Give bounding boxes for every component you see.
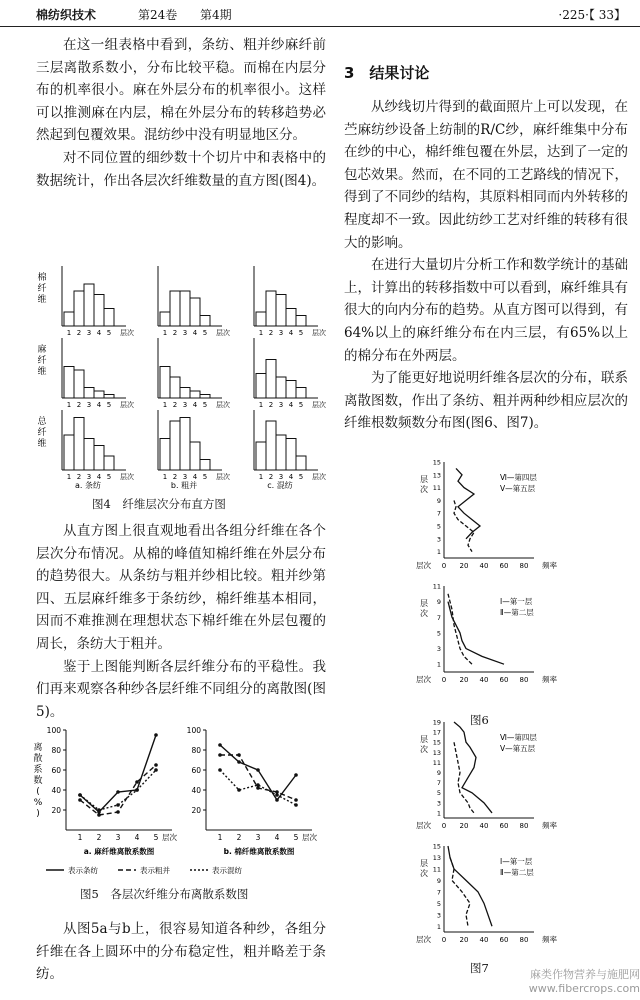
tick-label: 4 xyxy=(96,329,102,337)
y-tick-label: 15 xyxy=(432,738,441,747)
figure-5-dispersion xyxy=(30,722,330,882)
tick-label: 3 xyxy=(278,401,284,409)
legend-label: 表示条纺 xyxy=(68,866,98,875)
y-axis-label: ( xyxy=(36,787,40,797)
histogram-bar xyxy=(286,309,296,327)
legend-label: Ⅵ—第四层 xyxy=(500,733,537,742)
histogram-bar xyxy=(64,435,74,470)
data-point xyxy=(218,768,222,772)
histogram-bar xyxy=(256,312,266,326)
tick-label: 1 xyxy=(258,329,264,337)
tick-label: 2 xyxy=(76,473,82,481)
histogram-bar xyxy=(94,446,104,471)
tick-label: 5 xyxy=(298,329,304,337)
x-tick-label: 2 xyxy=(96,833,102,842)
tick-label: 4 xyxy=(96,401,102,409)
right-text xyxy=(344,96,628,435)
y-tick-label: 11 xyxy=(432,865,441,874)
data-point xyxy=(154,733,158,737)
x-tick-label: 20 xyxy=(459,676,469,684)
histogram-bar xyxy=(74,370,84,398)
x-tick-label: 2 xyxy=(236,833,242,842)
y-tick-label: 7 xyxy=(436,888,441,897)
y-tick-label: 15 xyxy=(432,458,441,467)
tick-label: 3 xyxy=(278,473,284,481)
tick-label: 1 xyxy=(66,329,72,337)
histogram-bar xyxy=(296,388,306,399)
y-tick-label: 100 xyxy=(186,726,201,735)
legend-label: Ⅴ—第五层 xyxy=(500,744,536,753)
x-tick-label: 40 xyxy=(479,936,489,944)
y-tick-label: 5 xyxy=(436,522,441,531)
y-tick-label: 5 xyxy=(436,899,441,908)
axis-label: 层次 xyxy=(216,473,230,481)
y-tick-label: 13 xyxy=(432,853,441,862)
legend-label: Ⅴ—第五层 xyxy=(500,484,536,493)
histogram-bar xyxy=(94,391,104,398)
figure-6-caption: 图6 xyxy=(470,713,489,727)
data-point xyxy=(218,743,222,747)
tick-label: 2 xyxy=(172,473,178,481)
x-axis-label: 频率 xyxy=(542,935,557,944)
data-point xyxy=(294,803,298,807)
axis-label: 层次 xyxy=(120,401,134,409)
legend-label: Ⅱ—第二层 xyxy=(500,608,534,617)
x-tick-label: 40 xyxy=(479,822,489,830)
histogram-bar xyxy=(266,291,276,326)
legend-label: Ⅰ—第一层 xyxy=(500,597,533,606)
y-tick-label: 17 xyxy=(432,728,441,737)
x-origin-label: 层次 xyxy=(416,675,431,684)
x-tick-label: 80 xyxy=(519,822,529,830)
tick-label: 3 xyxy=(182,329,188,337)
tick-label: 5 xyxy=(106,401,112,409)
y-tick-label: 3 xyxy=(436,911,441,920)
histogram-bar xyxy=(190,298,200,326)
x-tick-label: 20 xyxy=(459,936,469,944)
legend-label: 表示混纺 xyxy=(212,866,242,875)
row-label: 维 xyxy=(37,295,47,305)
figure-7-caption: 图7 xyxy=(470,961,489,975)
axis-label: 层次 xyxy=(216,329,230,337)
histogram-bar xyxy=(200,395,210,399)
histogram-bar xyxy=(266,421,276,470)
tick-label: 5 xyxy=(298,473,304,481)
page-number: ·225·【 33】 xyxy=(558,8,626,22)
histogram-bar xyxy=(84,439,94,471)
x-tick-label: 80 xyxy=(519,562,529,570)
y-axis-label: 散 xyxy=(33,754,43,764)
axis-label: 层次 xyxy=(312,473,326,481)
row-label: 维 xyxy=(37,439,47,449)
data-point xyxy=(275,798,279,802)
histogram-bar xyxy=(104,456,114,470)
y-tick-label: 80 xyxy=(51,746,61,755)
x-tick-label: 40 xyxy=(479,676,489,684)
paragraph: 为了能更好地说明纤维各层次的分布，联系离散图数，作出了条纺、粗并两种纱相应层次的纤维根数频数分布图(图6、图7)。 xyxy=(344,370,628,432)
y-axis-label: 离 xyxy=(33,743,43,753)
row-label: 棉 xyxy=(37,273,47,283)
paragraph: 在进行大量切片分析工作和数学统计的基础上，计算出的转移指数中可以看到，麻纤维具有很大的向内分布的趋势。从直方图可以得到，有64%以上的麻纤维分布在内三层，有65%以上的棉分布在外两层。 xyxy=(344,257,628,364)
x-tick-label: 0 xyxy=(441,676,447,684)
y-tick-label: 20 xyxy=(191,806,201,815)
x-axis-label: 频率 xyxy=(542,561,557,570)
data-point xyxy=(256,783,260,787)
figure-7-frequency xyxy=(414,716,614,956)
series-line xyxy=(220,745,296,800)
x-tick-label: 20 xyxy=(459,822,469,830)
row-label: 总 xyxy=(37,417,47,427)
tick-label: 2 xyxy=(172,329,178,337)
x-tick-label: 3 xyxy=(115,833,121,842)
tick-label: 1 xyxy=(162,329,168,337)
tick-label: 2 xyxy=(76,401,82,409)
tick-label: 3 xyxy=(182,473,188,481)
y-tick-label: 15 xyxy=(432,842,441,851)
y-tick-label: 11 xyxy=(432,582,441,591)
y-axis-label: 次 xyxy=(420,745,428,754)
y-tick-label: 11 xyxy=(432,484,441,493)
paragraph: 从纱线切片得到的截面照片上可以发现，在苎麻纺纱设备上纺制的R/C纱，麻纤维集中分布在纱的中心，棉纤维包覆在外层，达到了一定的包芯效果。然而，在不同的工艺路线的情况下，得到了不同纱的结构，其原料相同而内外转移的程度却不一致。因此纺纱工艺对纤维的转移有很大的影响。 xyxy=(344,99,628,251)
x-tick-label: 60 xyxy=(499,822,509,830)
histogram-bar xyxy=(94,295,104,327)
histogram-bar xyxy=(170,377,180,398)
figure-5-caption: 图5 各层次纤维分布离散系数图 xyxy=(80,887,249,901)
y-axis-label: 层 xyxy=(420,859,428,868)
data-point xyxy=(78,793,82,797)
page-header xyxy=(0,0,640,27)
histogram-bar xyxy=(276,295,286,327)
y-tick-label: 5 xyxy=(436,629,441,638)
x-tick-label: 80 xyxy=(519,936,529,944)
tick-label: 5 xyxy=(298,401,304,409)
x-tick-label: 1 xyxy=(77,833,83,842)
histogram-bar xyxy=(64,312,74,326)
y-tick-label: 100 xyxy=(46,726,61,735)
y-tick-label: 1 xyxy=(436,548,441,557)
y-tick-label: 9 xyxy=(436,769,441,778)
y-tick-label: 1 xyxy=(436,660,441,669)
y-tick-label: 11 xyxy=(432,758,441,767)
x-tick-label: 5 xyxy=(293,833,299,842)
x-tick-label: 0 xyxy=(441,936,447,944)
tick-label: 3 xyxy=(86,329,92,337)
series-line xyxy=(80,765,156,815)
histogram-bar xyxy=(160,367,170,399)
tick-label: 5 xyxy=(106,329,112,337)
data-point xyxy=(275,793,279,797)
y-axis-label: 层 xyxy=(420,735,428,744)
data-point xyxy=(97,813,101,817)
histogram-bar xyxy=(104,395,114,399)
histogram-bar xyxy=(84,388,94,399)
x-origin-label: 层次 xyxy=(416,935,431,944)
x-tick-label: 20 xyxy=(459,562,469,570)
series-line xyxy=(454,742,474,813)
tick-label: 4 xyxy=(192,473,198,481)
row-label: 麻 xyxy=(37,345,47,355)
y-axis-label: 次 xyxy=(420,869,428,878)
x-tick-label: 60 xyxy=(499,936,509,944)
y-axis-label: % xyxy=(33,798,43,808)
tick-label: 3 xyxy=(86,473,92,481)
y-axis-label: 层 xyxy=(420,599,428,608)
x-axis-label: 频率 xyxy=(542,821,557,830)
paragraph: 对不同位置的细纱数十个切片中和表格中的数据统计，作出各层次纤维数量的直方图(图4)。 xyxy=(36,149,326,189)
tick-label: 2 xyxy=(268,401,274,409)
data-point xyxy=(78,798,82,802)
y-tick-label: 40 xyxy=(191,786,201,795)
row-label: 维 xyxy=(37,367,47,377)
paragraph: 从直方图上很直观地看出各组分纤维在各个层次分布情况。从棉的峰值知棉纤维在外层分布的趋势很大。从条纺与粗并纱相比较。粗并纱第四、五层麻纤维多于条纺纱，棉纤维基本相同，因而不难推测在理想状态下棉纤维在外层包覆的周长，条纺大于粗并。 xyxy=(36,523,326,652)
tick-label: 1 xyxy=(66,473,72,481)
y-tick-label: 13 xyxy=(432,748,441,757)
tick-label: 3 xyxy=(86,401,92,409)
x-tick-label: 4 xyxy=(274,833,280,842)
histogram-bar xyxy=(276,377,286,398)
y-axis-label: 层 xyxy=(420,475,428,484)
histogram-bar xyxy=(256,442,266,470)
data-point xyxy=(237,753,241,757)
tick-label: 1 xyxy=(66,401,72,409)
tick-label: 4 xyxy=(288,329,294,337)
histogram-bar xyxy=(190,391,200,398)
issue: 第4期 xyxy=(200,8,232,22)
volume: 第24卷 xyxy=(138,8,178,22)
histogram-bar xyxy=(200,460,210,471)
journal-name: 棉纺织技术 xyxy=(36,8,97,22)
y-tick-label: 9 xyxy=(436,876,441,885)
histogram-bar xyxy=(200,316,210,327)
axis-label: 层次 xyxy=(120,473,134,481)
histogram-bar xyxy=(84,284,94,326)
histogram-bar xyxy=(180,418,190,471)
y-axis-label: 系 xyxy=(33,765,43,775)
data-point xyxy=(218,753,222,757)
histogram-bar xyxy=(160,312,170,326)
tick-label: 5 xyxy=(202,329,208,337)
histogram-bar xyxy=(160,439,170,471)
y-tick-label: 9 xyxy=(436,598,441,607)
x-tick-label: 60 xyxy=(499,562,509,570)
tick-label: 5 xyxy=(106,473,112,481)
tick-label: 1 xyxy=(258,401,264,409)
data-point xyxy=(116,810,120,814)
histogram-bar xyxy=(190,442,200,470)
x-axis-label: 频率 xyxy=(542,675,557,684)
y-tick-label: 7 xyxy=(436,613,441,622)
tick-label: 1 xyxy=(162,473,168,481)
figure-6-frequency xyxy=(414,456,614,706)
tick-label: 2 xyxy=(268,473,274,481)
x-axis-label: 层次 xyxy=(162,833,177,842)
data-point xyxy=(116,803,120,807)
y-tick-label: 80 xyxy=(191,746,201,755)
data-point xyxy=(97,808,101,812)
y-axis-label: 次 xyxy=(420,609,428,618)
y-tick-label: 1 xyxy=(436,809,441,818)
left-text-top xyxy=(36,34,326,192)
histogram-bar xyxy=(180,388,190,399)
paragraph: 在这一组表格中看到，条纺、粗并纱麻纤前三层离散系数小，分布比较平稳。而棉在内层分布的机率很小。麻在外层分布的机率很小。这样可以推测麻在内层，棉在外层分布的转移趋势必然起到包覆效果。混纺纱中没有明显地区分。 xyxy=(36,37,326,144)
x-tick-label: 80 xyxy=(519,676,529,684)
tick-label: 4 xyxy=(288,473,294,481)
figure-4-histograms xyxy=(36,256,326,494)
histogram-bar xyxy=(170,291,180,326)
histogram-bar xyxy=(74,418,84,471)
y-tick-label: 60 xyxy=(191,766,201,775)
histogram-bar xyxy=(64,367,74,399)
column-label: a. 条纺 xyxy=(75,481,101,490)
x-origin-label: 层次 xyxy=(416,561,431,570)
x-axis-label: 层次 xyxy=(302,833,317,842)
series-line xyxy=(448,846,492,926)
x-tick-label: 5 xyxy=(153,833,159,842)
series-line xyxy=(448,594,472,664)
paragraph: 从图5a与b上，很容易知道各种纱，各组分纤维在各上圆环中的分布稳定性，粗并略差于条纺。 xyxy=(36,921,326,983)
tick-label: 3 xyxy=(278,329,284,337)
data-point xyxy=(154,763,158,767)
series-line xyxy=(454,722,492,813)
y-tick-label: 3 xyxy=(436,535,441,544)
tick-label: 5 xyxy=(202,401,208,409)
y-axis-label: ) xyxy=(36,809,40,819)
figure-4-caption: 图4 纤维层次分布直方图 xyxy=(92,497,226,511)
y-tick-label: 13 xyxy=(432,471,441,480)
histogram-bar xyxy=(296,316,306,327)
axis-label: 层次 xyxy=(120,329,134,337)
histogram-bar xyxy=(286,439,296,471)
data-point xyxy=(237,788,241,792)
x-tick-label: 0 xyxy=(441,822,447,830)
legend-label: 表示粗并 xyxy=(140,866,170,875)
data-point xyxy=(294,798,298,802)
x-tick-label: 3 xyxy=(255,833,261,842)
x-origin-label: 层次 xyxy=(416,821,431,830)
histogram-bar xyxy=(256,374,266,399)
y-axis-label: 次 xyxy=(420,485,428,494)
tick-label: 4 xyxy=(192,329,198,337)
data-point xyxy=(135,788,139,792)
histogram-bar xyxy=(180,291,190,326)
y-tick-label: 19 xyxy=(432,718,441,727)
histogram-bar xyxy=(104,309,114,327)
y-tick-label: 3 xyxy=(436,645,441,654)
data-point xyxy=(256,768,260,772)
tick-label: 4 xyxy=(96,473,102,481)
legend-label: Ⅱ—第二层 xyxy=(500,868,534,877)
y-tick-label: 3 xyxy=(436,799,441,808)
x-tick-label: 1 xyxy=(217,833,223,842)
series-line xyxy=(220,755,296,800)
tick-label: 2 xyxy=(268,329,274,337)
y-tick-label: 20 xyxy=(51,806,61,815)
data-point xyxy=(294,773,298,777)
histogram-bar xyxy=(286,381,296,399)
column-label: c. 混纺 xyxy=(267,481,293,490)
y-tick-label: 9 xyxy=(436,496,441,505)
x-tick-label: 4 xyxy=(134,833,140,842)
y-tick-label: 7 xyxy=(436,779,441,788)
series-line xyxy=(80,735,156,812)
subplot-title: a. 麻纤维离散系数图 xyxy=(83,847,155,856)
tick-label: 2 xyxy=(76,329,82,337)
axis-label: 层次 xyxy=(216,401,230,409)
x-tick-label: 60 xyxy=(499,676,509,684)
row-label: 纤 xyxy=(37,356,47,366)
tick-label: 4 xyxy=(192,401,198,409)
data-point xyxy=(116,790,120,794)
column-label: b. 粗并 xyxy=(170,481,198,490)
paragraph: 鉴于上图能判断各层纤维分布的平稳性。我们再来观察各种纱各层纤维不同组分的离散图(图5)。 xyxy=(36,658,326,720)
y-tick-label: 7 xyxy=(436,509,441,518)
watermark: 麻类作物营养与施肥网 www.fibercrops.com xyxy=(528,968,640,995)
y-axis-label: 数 xyxy=(33,776,43,786)
legend-label: Ⅵ—第四层 xyxy=(500,473,537,482)
left-text-bottom xyxy=(36,918,326,986)
left-text-middle xyxy=(36,520,326,723)
series-line xyxy=(454,500,474,551)
row-label: 纤 xyxy=(37,428,47,438)
tick-label: 4 xyxy=(288,401,294,409)
histogram-bar xyxy=(74,291,84,326)
y-tick-label: 5 xyxy=(436,789,441,798)
axis-label: 层次 xyxy=(312,329,326,337)
y-tick-label: 60 xyxy=(51,766,61,775)
tick-label: 1 xyxy=(258,473,264,481)
series-line xyxy=(456,468,480,538)
tick-label: 2 xyxy=(172,401,178,409)
axis-label: 层次 xyxy=(312,401,326,409)
x-tick-label: 40 xyxy=(479,562,489,570)
data-point xyxy=(154,768,158,772)
series-line xyxy=(448,602,504,665)
section-title: 3 结果讨论 xyxy=(344,64,430,82)
tick-label: 1 xyxy=(162,401,168,409)
histogram-bar xyxy=(170,421,180,470)
y-tick-label: 40 xyxy=(51,786,61,795)
histogram-bar xyxy=(266,360,276,399)
tick-label: 3 xyxy=(182,401,188,409)
data-point xyxy=(237,760,241,764)
y-tick-label: 1 xyxy=(436,922,441,931)
x-tick-label: 0 xyxy=(441,562,447,570)
subplot-title: b. 棉纤维离散系数图 xyxy=(223,847,295,856)
histogram-bar xyxy=(296,456,306,470)
data-point xyxy=(135,780,139,784)
row-label: 纤 xyxy=(37,284,47,294)
tick-label: 5 xyxy=(202,473,208,481)
histogram-bar xyxy=(276,435,286,470)
legend-label: Ⅰ—第一层 xyxy=(500,857,533,866)
